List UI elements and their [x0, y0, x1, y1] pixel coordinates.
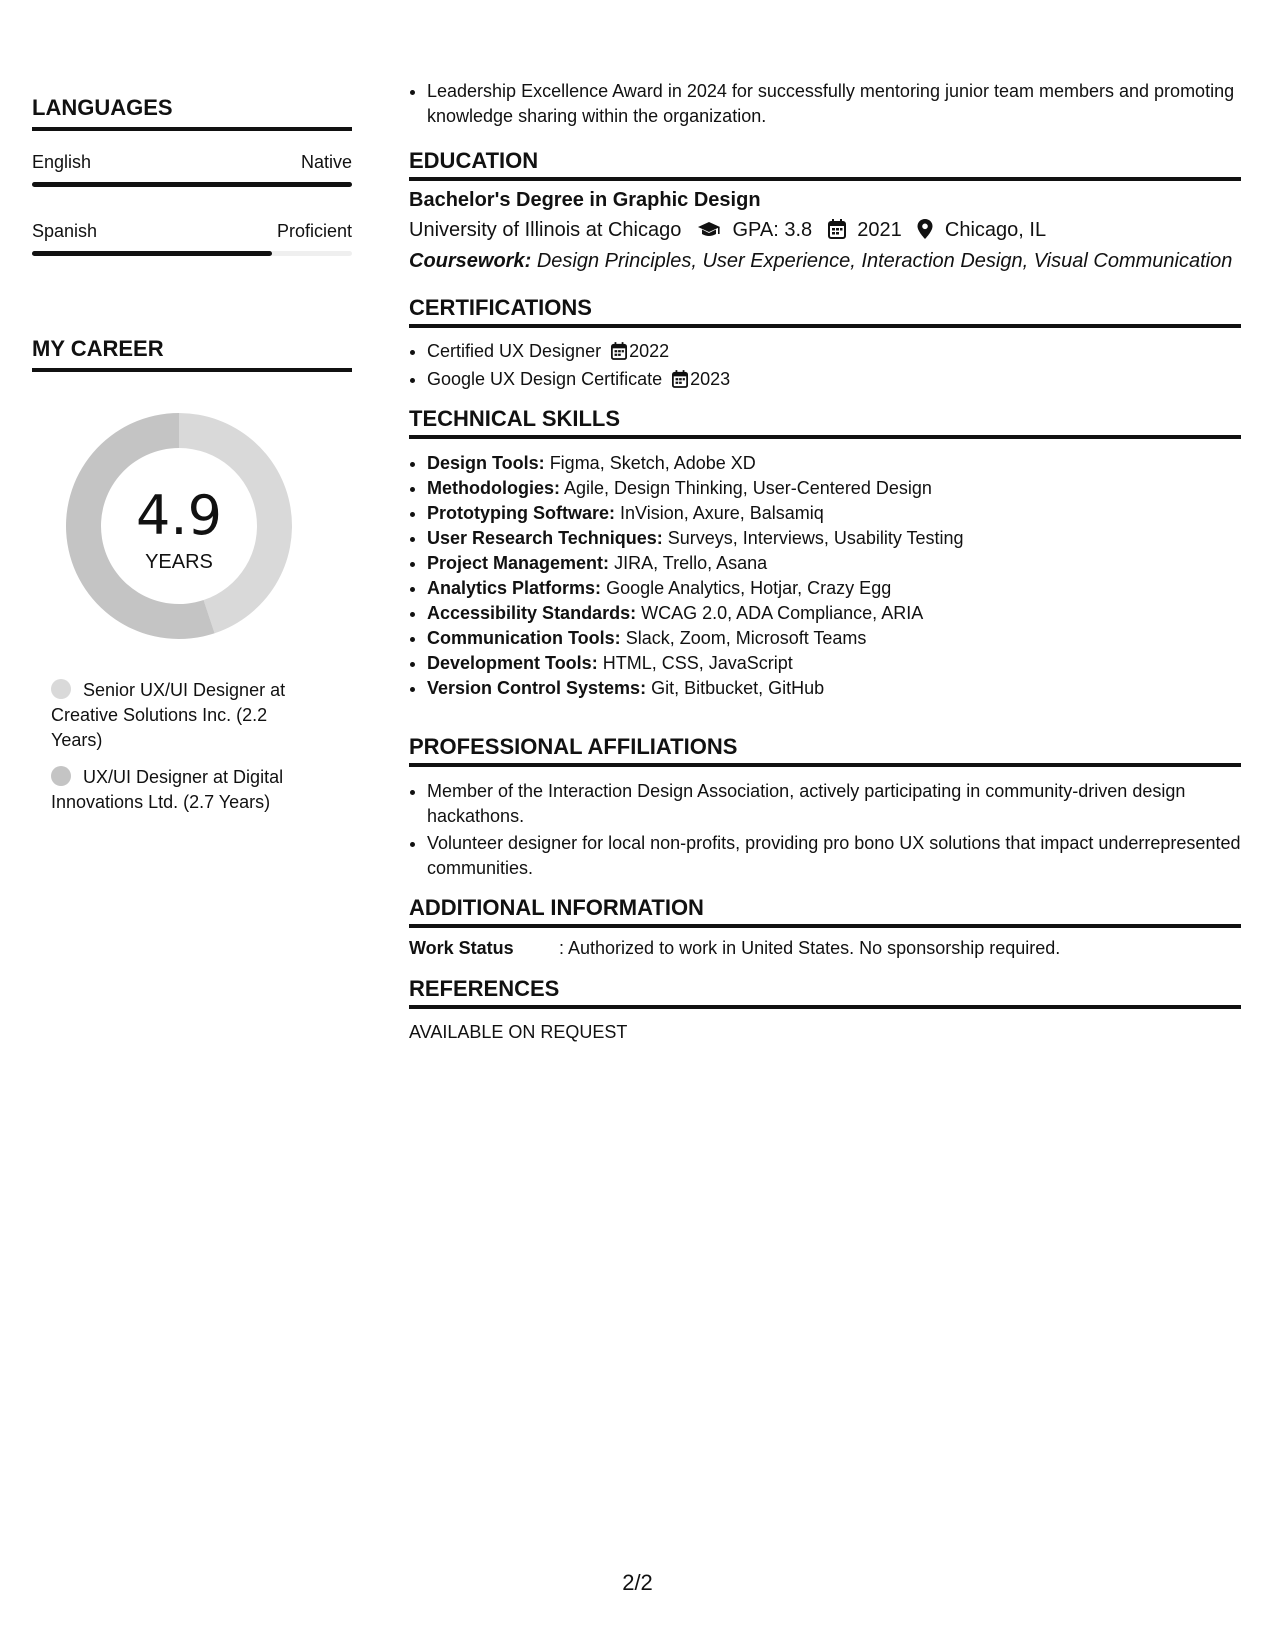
language-proficiency-bar: [32, 182, 352, 187]
skill-item: [427, 501, 1259, 526]
award-list: [409, 79, 1259, 129]
education-details: [409, 219, 1046, 245]
language-proficiency-fill: [32, 251, 272, 256]
affiliations-heading: PROFESSIONAL AFFILIATIONS: [409, 734, 1241, 767]
skill-label: Version Control Systems:: [427, 678, 647, 698]
skill-item: [427, 601, 1259, 626]
certification-year: 2022: [629, 341, 670, 361]
skill-value: JIRA, Trello, Asana: [614, 553, 768, 573]
education-heading: EDUCATION: [409, 148, 1241, 181]
education-year: 2021: [857, 219, 902, 241]
language-proficiency-bar: [32, 251, 352, 256]
skill-item: [427, 576, 1259, 601]
skill-value: Slack, Zoom, Microsoft Teams: [625, 628, 867, 648]
language-name: English: [32, 152, 92, 172]
education-degree: Bachelor's Degree in Graphic Design: [409, 189, 761, 211]
skill-item: [427, 651, 1259, 676]
work-status-value: : Authorized to work in United States. No sponsorship required.: [559, 938, 1061, 958]
skill-item: [427, 551, 1259, 576]
skill-value: Figma, Sketch, Adobe XD: [549, 453, 756, 473]
education-location: Chicago, IL: [944, 219, 1047, 241]
references-text: AVAILABLE ON REQUEST: [409, 1022, 628, 1042]
skill-label: Design Tools:: [427, 453, 545, 473]
career-donut-chart: [66, 413, 292, 639]
language-name: Spanish: [32, 221, 98, 241]
education-school: University of Illinois at Chicago: [409, 219, 682, 241]
skill-value: Agile, Design Thinking, User-Centered Design: [564, 478, 932, 498]
skills-list: [409, 451, 1259, 701]
skill-value: Google Analytics, Hotjar, Crazy Egg: [606, 578, 892, 598]
calendar-icon: [611, 342, 627, 367]
skill-item: [427, 626, 1259, 651]
affiliations-list: [409, 779, 1259, 883]
legend-dot-icon: [51, 679, 71, 699]
skill-value: InVision, Axure, Balsamiq: [620, 503, 824, 523]
location-pin-icon: [917, 219, 933, 245]
career-legend-item: [51, 678, 311, 753]
skill-label: User Research Techniques:: [427, 528, 663, 548]
references-heading: REFERENCES: [409, 976, 1241, 1009]
certification-item: [427, 367, 1259, 395]
affiliation-item: • Member of the Interaction Design Association, actively participating in community-driven design hackathons.: [427, 779, 1259, 829]
skill-label: Methodologies:: [427, 478, 560, 498]
career-heading: MY CAREER: [32, 336, 352, 372]
skill-item: [427, 451, 1259, 476]
career-legend-label: UX/UI Designer at Digital Innovations Ltd. (2.7 Years): [51, 767, 284, 812]
work-status: [409, 938, 1060, 959]
language-proficiency-fill: [32, 182, 352, 187]
education-gpa: GPA: 3.8: [732, 219, 813, 241]
skill-label: Analytics Platforms:: [427, 578, 602, 598]
skill-label: Prototyping Software:: [427, 503, 615, 523]
skill-value: Git, Bitbucket, GitHub: [651, 678, 825, 698]
certification-name: Google UX Design Certificate: [427, 369, 663, 389]
legend-dot-icon: [51, 766, 71, 786]
career-total-value: 4.9: [136, 484, 222, 547]
skill-label: Development Tools:: [427, 653, 598, 673]
page-number: 2/2: [622, 1570, 653, 1595]
coursework-value: Design Principles, User Experience, Interaction Design, Visual Communication: [536, 250, 1233, 272]
calendar-icon: [672, 370, 688, 395]
certifications-list: [409, 339, 1259, 395]
career-legend-label: Senior UX/UI Designer at Creative Solutions Inc. (2.2 Years): [51, 680, 286, 750]
certification-item: [427, 339, 1259, 367]
languages-heading: LANGUAGES: [32, 95, 352, 131]
education-coursework: [409, 250, 1232, 273]
skill-value: Surveys, Interviews, Usability Testing: [667, 528, 964, 548]
affiliation-item: • Volunteer designer for local non-profits, providing pro bono UX solutions that impact underrepresented communities.: [427, 831, 1259, 881]
language-level: Native: [300, 152, 352, 172]
skill-item: [427, 676, 1259, 701]
coursework-label: Coursework:: [409, 250, 532, 272]
award-item: • Leadership Excellence Award in 2024 for successfully mentoring junior team members and promoting knowledge sharing within the organization.: [427, 79, 1259, 129]
graduation-cap-icon: [697, 221, 721, 245]
calendar-icon: [828, 219, 846, 245]
skill-item: [427, 526, 1259, 551]
certification-year: 2023: [690, 369, 731, 389]
certifications-heading: CERTIFICATIONS: [409, 295, 1241, 328]
skill-value: HTML, CSS, JavaScript: [602, 653, 793, 673]
additional-info-heading: ADDITIONAL INFORMATION: [409, 895, 1241, 928]
career-legend-item: [51, 765, 311, 815]
work-status-label: Work Status: [409, 938, 514, 958]
skill-label: Project Management:: [427, 553, 610, 573]
skill-item: [427, 476, 1259, 501]
skill-value: WCAG 2.0, ADA Compliance, ARIA: [641, 603, 924, 623]
certification-name: Certified UX Designer: [427, 341, 602, 361]
skill-label: Communication Tools:: [427, 628, 621, 648]
language-level: Proficient: [276, 221, 352, 241]
career-total-unit: YEARS: [145, 551, 213, 573]
technical-skills-heading: TECHNICAL SKILLS: [409, 406, 1241, 439]
skill-label: Accessibility Standards:: [427, 603, 637, 623]
